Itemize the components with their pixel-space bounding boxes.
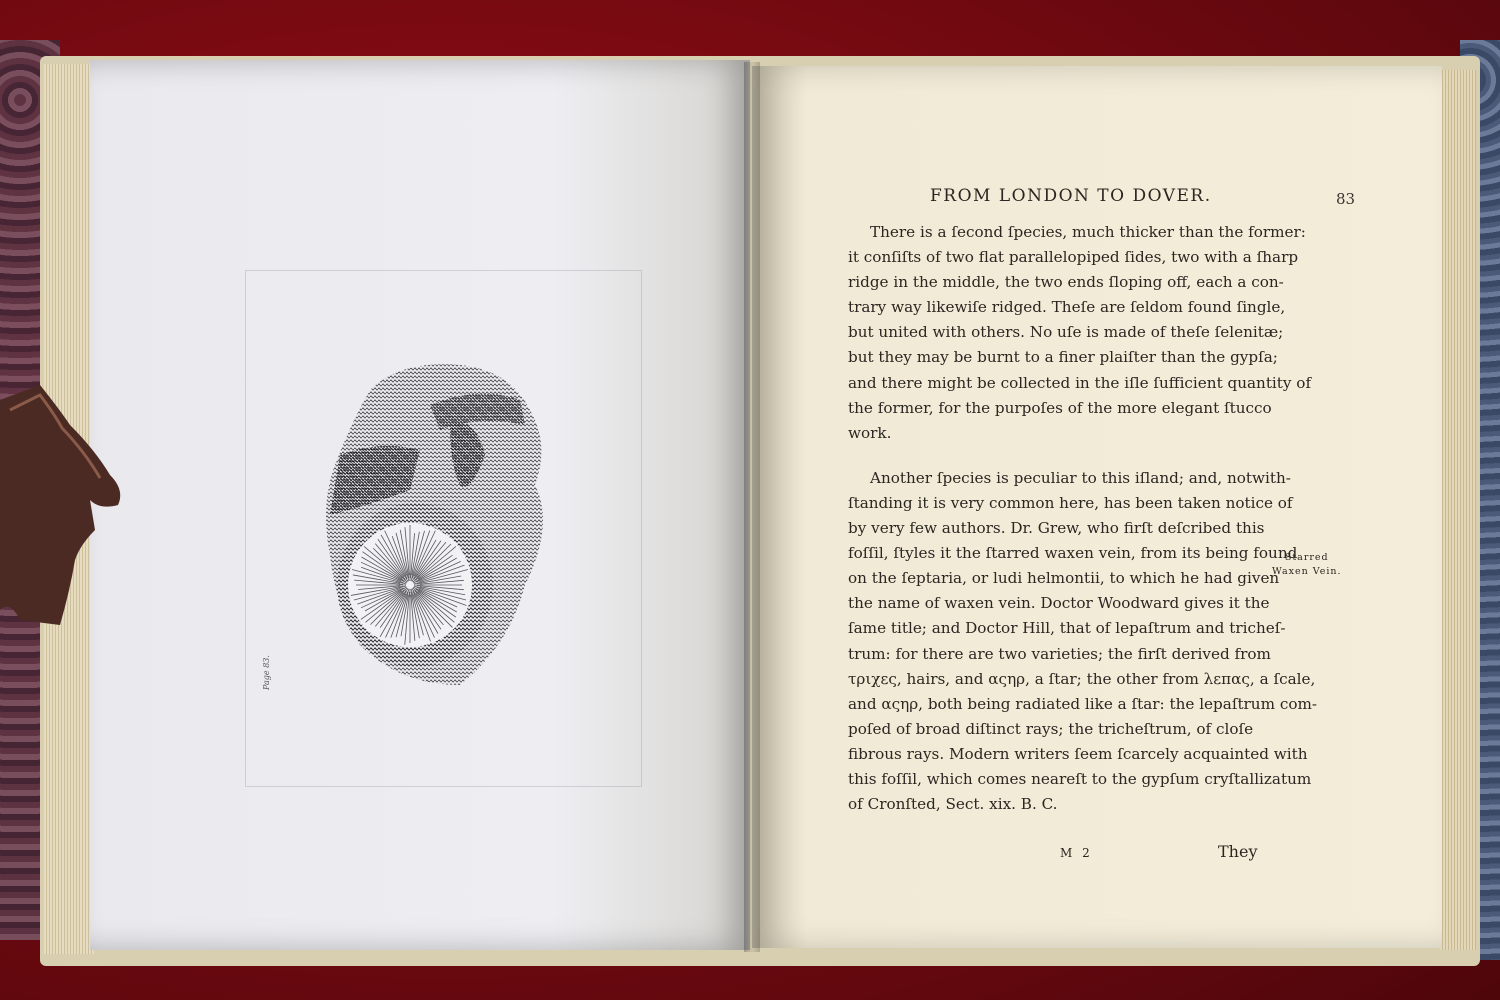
text-line: of Cronſted, Sect. xix. B. C. xyxy=(848,795,1058,814)
text-line: the name of waxen vein. Doctor Woodward gives it the xyxy=(848,594,1270,613)
plate-caption: Page 83. xyxy=(262,655,271,690)
text-line: There is a ſecond ſpecies, much thicker than the former: xyxy=(870,223,1306,241)
text-line: and αςηρ, both being radiated like a ſtar: the lepaſtrum com- xyxy=(848,694,1317,713)
text-line: trum: for there are two varieties; the firſt derived from xyxy=(848,644,1271,663)
text-line: this foſſil, which comes neareſt to the gypſum cryſtallizatum xyxy=(848,769,1312,788)
text-line: work. xyxy=(848,423,892,442)
catchword: They xyxy=(1218,842,1258,861)
text-line: ſame title; and Doctor Hill, that of lepaſtrum and tricheſ- xyxy=(848,619,1286,638)
text-line: by very few authors. Dr. Grew, who firſt deſcribed this xyxy=(848,519,1265,538)
book-gutter xyxy=(744,62,760,952)
marginal-note-line: Starred xyxy=(1284,552,1329,563)
marginal-note xyxy=(1272,551,1342,579)
text-line: and there might be collected in the iſle ſufficient quantity of xyxy=(848,373,1312,392)
text-line: τριχες, hairs, and αςηρ, a ſtar; the other from λεπας, a ſcale, xyxy=(848,669,1316,688)
body-text xyxy=(848,220,1317,817)
marginal-note-line: Waxen Vein. xyxy=(1272,566,1342,577)
paragraph xyxy=(848,220,1312,446)
text-line: the former, for the purpoſes of the more elegant ſtucco xyxy=(848,398,1272,417)
paragraph xyxy=(848,466,1317,817)
text-line: but united with others. No uſe is made of theſe ſelenitæ; xyxy=(848,323,1284,342)
metal-page-clip xyxy=(0,380,122,630)
running-head: FROM LONDON TO DOVER. xyxy=(930,186,1212,206)
text-line: foſſil, ſtyles it the ſtarred waxen vein, from its being found xyxy=(848,544,1298,563)
text-line: it conſiſts of two flat parallelopiped ſides, two with a ſharp xyxy=(848,248,1299,267)
signature-mark: M 2 xyxy=(1060,846,1093,860)
page-edges-right xyxy=(1440,70,1476,950)
text-line: fibrous rays. Modern writers ſeem ſcarcely acquainted with xyxy=(848,744,1308,763)
text-line: but they may be burnt to a finer plaiſter than the gypſa; xyxy=(848,348,1278,367)
text-line: ſtanding it is very common here, has been taken notice of xyxy=(848,493,1293,512)
starred-waxen-vein-engraving xyxy=(310,355,560,690)
text-line: ridge in the middle, the two ends ſloping off, each a con- xyxy=(848,273,1284,292)
text-line: on the ſeptaria, or ludi helmontii, to which he had given xyxy=(848,569,1280,588)
text-line: poſed of broad diſtinct rays; the tricheſtrum, of cloſe xyxy=(848,719,1254,738)
text-line: trary way likewiſe ridged. Theſe are ſeldom found ſingle, xyxy=(848,298,1286,317)
text-line: Another ſpecies is peculiar to this iſland; and, notwith- xyxy=(870,468,1291,487)
page-number: 83 xyxy=(1336,190,1356,208)
